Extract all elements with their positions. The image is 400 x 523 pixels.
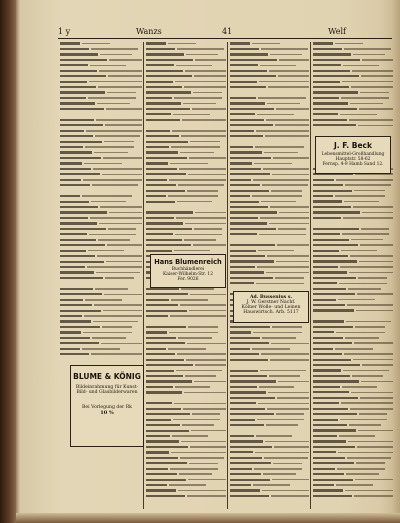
- directory-entry-line: [60, 276, 142, 281]
- directory-entry-line: [313, 238, 393, 243]
- directory-entry-line: [146, 391, 226, 396]
- page-header: [58, 27, 392, 37]
- directory-entry-line: [230, 478, 309, 483]
- directory-entry-line: [313, 467, 393, 472]
- directory-entry-line: [230, 495, 309, 500]
- advertisement-blume-koenig: [70, 365, 144, 447]
- directory-entry-line: [313, 309, 393, 314]
- directory-entry-line: [313, 189, 393, 194]
- directory-entry-line: [146, 456, 226, 461]
- directory-entry-line: [313, 494, 393, 499]
- directory-entry-line: [146, 189, 226, 194]
- ad-title: BLUME & KÖNIG: [73, 372, 141, 381]
- directory-entry-line: [146, 315, 226, 320]
- directory-entry-line: [60, 309, 142, 314]
- directory-entry-line: [313, 227, 393, 232]
- directory-entry-line: [146, 358, 226, 363]
- directory-entry-line: [60, 140, 142, 145]
- directory-entry-line: [230, 358, 309, 363]
- directory-entry-line: [146, 407, 226, 412]
- book-spine: [0, 0, 16, 523]
- directory-entry-line: [146, 118, 226, 123]
- directory-entry-line: [230, 86, 309, 91]
- directory-entry-line: [60, 129, 142, 134]
- directory-entry-line: [230, 407, 309, 412]
- directory-entry-line: [230, 178, 309, 183]
- directory-entry-line: [60, 69, 142, 74]
- directory-entry-line: [313, 124, 393, 129]
- directory-entry-line: [146, 91, 226, 96]
- directory-entry-line: [60, 260, 142, 265]
- directory-entry-line: [313, 91, 393, 96]
- ad-line: 10 %: [100, 410, 114, 416]
- directory-entry-line: [313, 396, 393, 401]
- advertisement-bussenius: [233, 291, 309, 323]
- directory-entry-line: [313, 178, 393, 183]
- text-column-3: [230, 42, 309, 509]
- ad-title: Hans Blumenreich: [154, 258, 222, 266]
- directory-entry-line: [230, 369, 309, 374]
- directory-entry-line: [60, 184, 142, 189]
- directory-entry-line: [60, 353, 142, 358]
- section-left: Wanzs: [136, 27, 162, 36]
- directory-entry-line: [146, 309, 226, 314]
- directory-entry-line: [313, 478, 393, 483]
- directory-entry-line: [146, 478, 226, 483]
- directory-entry-line: [60, 107, 142, 112]
- ad-line: Buchhändlerei: [171, 267, 205, 272]
- ad-line: Fernsp. 4-9 Hamb Sand 12.: [322, 162, 384, 167]
- directory-entry-line: [230, 233, 309, 238]
- directory-entry-line: [146, 429, 226, 434]
- directory-entry-line: [146, 69, 226, 74]
- directory-entry-line: [60, 118, 142, 123]
- directory-entry-line: [146, 178, 226, 183]
- directory-entry-line: [146, 467, 226, 472]
- ad-line: J. W. Gerstner Nachf.: [246, 300, 296, 305]
- directory-entry-line: [60, 80, 142, 85]
- directory-entry-line: [230, 282, 309, 287]
- section-right: Welf: [328, 27, 346, 36]
- page-number: 1 y: [58, 27, 71, 36]
- advertisement-beck: [315, 136, 391, 174]
- directory-entry-line: [230, 489, 309, 494]
- page-bottom-edge: [16, 513, 400, 523]
- directory-entry-line: [146, 140, 226, 145]
- directory-entry-line: [313, 276, 393, 281]
- advertisement-hans-blumenreich: [150, 254, 226, 288]
- ad-line: Kölner Wolle- und Leinen: [241, 305, 301, 310]
- directory-entry-line: [60, 58, 142, 63]
- directory-entry-line: [60, 320, 142, 325]
- directory-entry-line: [146, 58, 226, 63]
- directory-entry-line: [146, 369, 226, 374]
- directory-entry-line: [230, 456, 309, 461]
- directory-entry-line: [313, 358, 393, 363]
- directory-entry-line: [313, 118, 393, 123]
- directory-entry-line: [230, 467, 309, 472]
- column-divider: [227, 42, 228, 509]
- directory-entry-line: [230, 69, 309, 74]
- ad-line: Hauptstr. 58-62: [335, 157, 371, 162]
- directory-entry-line: [146, 418, 226, 423]
- column-divider: [310, 42, 311, 509]
- directory-entry-line: [230, 129, 309, 134]
- directory-entry-line: [313, 80, 393, 85]
- directory-entry-line: [313, 407, 393, 412]
- directory-entry-line: [146, 80, 226, 85]
- ad-line: Fer. 9026: [177, 277, 199, 282]
- directory-entry-line: [60, 91, 142, 96]
- directory-entry-line: [313, 418, 393, 423]
- directory-entry-line: [230, 80, 309, 85]
- directory-entry-line: [313, 69, 393, 74]
- ad-line: Kaiser-Wilhelm-Str. 12: [163, 272, 213, 277]
- directory-entry-line: [313, 369, 393, 374]
- ad-line: Lebensmittel-Großhandlung: [321, 152, 385, 157]
- directory-entry-line: [230, 418, 309, 423]
- directory-entry-line: [313, 216, 393, 221]
- mid-mark: 41: [222, 27, 233, 36]
- directory-entry-line: [230, 135, 309, 140]
- ad-line: Bei Vorlegung der Rk: [82, 405, 132, 410]
- ad-line: Hauswirtsch. Arb. 5117: [243, 310, 299, 315]
- ad-line: Ad. Bussenius s.: [249, 295, 293, 300]
- text-column-4: [313, 42, 393, 509]
- directory-entry-line: [230, 260, 309, 265]
- directory-entry-line: [146, 238, 226, 243]
- header-rule: [58, 38, 392, 39]
- directory-entry-line: [146, 129, 226, 134]
- ad-line: Bildeinrahmung für Kunst-: [75, 385, 139, 390]
- directory-entry-line: [146, 495, 226, 500]
- ad-line: Bild- und Glasbilderwaren: [76, 390, 138, 395]
- directory-entry-line: [230, 189, 309, 194]
- directory-entry-line: [313, 58, 393, 63]
- directory-entry-line: [313, 456, 393, 461]
- directory-entry-line: [230, 118, 309, 123]
- ad-title: J. F. Beck: [334, 141, 372, 150]
- directory-entry-line: [230, 424, 309, 429]
- directory-entry-line: [60, 178, 142, 183]
- directory-entry-line: [146, 489, 226, 494]
- directory-entry-line: [230, 58, 309, 63]
